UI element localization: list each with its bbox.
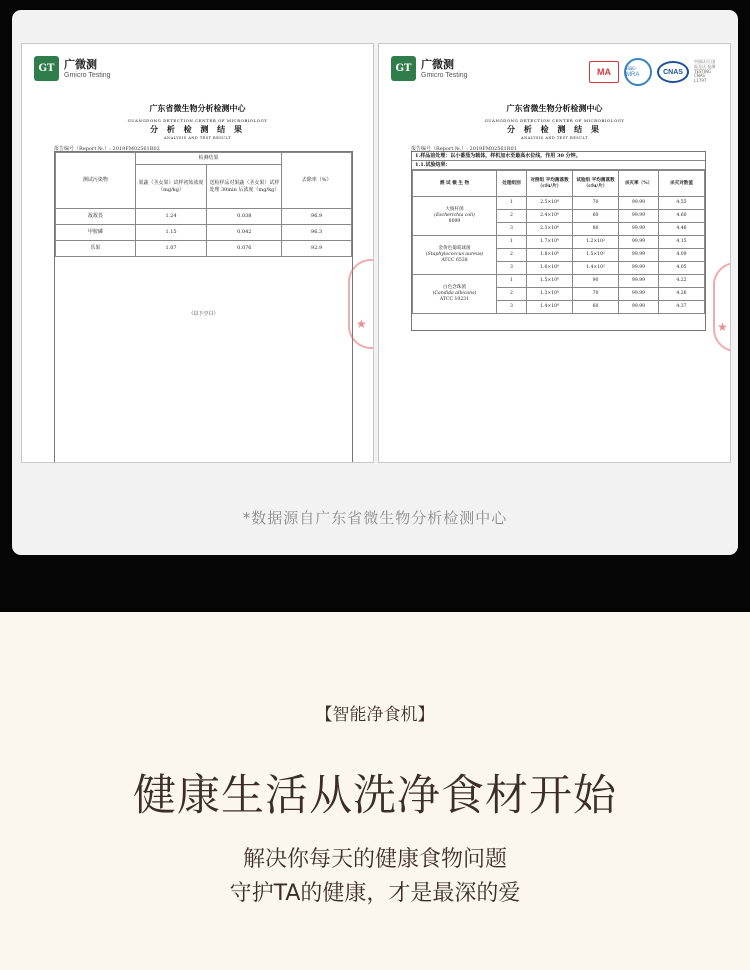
cell-after: 0.076 xyxy=(207,241,282,257)
col-header-rate: 去除率（%） xyxy=(282,153,352,209)
cell-rate: 96.3 xyxy=(282,225,352,241)
cell-control: 2.3×10⁶ xyxy=(527,223,573,236)
gmicro-logo-icon: GT xyxy=(391,56,416,81)
report-number: 报告编号（Report №.）: 2019FM02561R02 xyxy=(54,146,160,152)
gmicro-logo-icon: GT xyxy=(34,56,59,81)
cell-kill-log: 4.26 xyxy=(659,288,705,301)
cell-control: 1.6×10⁶ xyxy=(527,262,573,275)
cell-test: 90 xyxy=(573,275,619,288)
cell-group: 3 xyxy=(497,223,527,236)
table-row xyxy=(413,197,705,210)
microbe-strain: ATCC 6538 xyxy=(441,257,468,263)
product-tag: 【智能净食机】 xyxy=(315,705,435,725)
cell-kill-rate: 99.99 xyxy=(619,262,659,275)
col-header-item: 测试污染物 xyxy=(56,153,136,209)
cell-group: 1 xyxy=(497,275,527,288)
cell-initial: 1.24 xyxy=(135,209,207,225)
seal-stamp xyxy=(713,262,731,352)
report-sheet-pesticide xyxy=(21,43,374,463)
certification-marks xyxy=(589,58,718,86)
microbe-strain: ATCC 10231 xyxy=(439,296,470,302)
subheadline-1: 解决你每天的健康食物问题 xyxy=(242,847,507,872)
report-title-en: ANALYSIS AND TEST RESULT xyxy=(164,136,231,140)
seal-stamp xyxy=(348,259,374,349)
col-header-kill-rate: 杀灭率（%） xyxy=(619,171,659,197)
cell-group: 2 xyxy=(497,210,527,223)
col-header-microbe: 测 试 微 生 物 xyxy=(413,171,497,197)
cma-mark-icon: MA xyxy=(589,61,619,83)
subheadline-2: 守护TA的健康，才是最深的爱 xyxy=(229,881,521,906)
cell-group: 1 xyxy=(497,197,527,210)
result-note: 1.1.试验结果： xyxy=(412,161,705,170)
cell-item: 乐果 xyxy=(56,241,136,257)
cell-test: 70 xyxy=(573,197,619,210)
cell-kill-log: 4.46 xyxy=(659,223,705,236)
table-row xyxy=(413,275,705,288)
cell-group: 2 xyxy=(497,288,527,301)
logo-en-text: Gmicro Testing xyxy=(64,71,111,79)
microbe-name: 大肠杆菌 xyxy=(445,207,464,213)
table-row xyxy=(56,209,352,225)
col-header-group: 检测结果 xyxy=(135,153,282,165)
cell-test: 60 xyxy=(573,210,619,223)
report-sheet-microbe xyxy=(378,43,731,463)
cell-kill-rate: 99.99 xyxy=(619,275,659,288)
seal-star-icon: ★ xyxy=(356,317,367,331)
cell-kill-rate: 99.99 xyxy=(619,210,659,223)
report-title: 分 析 检 测 结 果 xyxy=(507,124,602,134)
cell-kill-rate: 99.99 xyxy=(619,223,659,236)
col-header-initial: 果蔬（圣女果）试样初始浓度（mg/kg） xyxy=(135,165,207,209)
cell-kill-log: 4.09 xyxy=(659,249,705,262)
microbe-latin: Escherichia coli xyxy=(435,213,474,219)
pesticide-table xyxy=(54,151,353,463)
cell-test: 1.5×10² xyxy=(573,249,619,262)
gmicro-logo xyxy=(34,56,111,81)
cell-initial: 1.15 xyxy=(135,225,207,241)
table-row xyxy=(56,225,352,241)
center-name: 广东省微生物分析检测中心 xyxy=(149,103,246,113)
cell-test: 70 xyxy=(573,288,619,301)
table-row xyxy=(56,241,352,257)
col-header-after: 送检样品对果蔬（圣女果）试样处理 30min 后浓度（mg/kg） xyxy=(207,165,282,209)
center-name: 广东省微生物分析检测中心 xyxy=(506,103,603,113)
cell-control: 1.7×10⁶ xyxy=(527,236,573,249)
cell-control: 1.5×10⁶ xyxy=(527,275,573,288)
cnas-mark-icon: CNAS xyxy=(657,61,689,83)
cell-item: 甲胺磷 xyxy=(56,225,136,241)
cell-test: 60 xyxy=(573,301,619,314)
col-header-test: 试验组 平均菌落数（cfu/片） xyxy=(573,171,619,197)
cell-control: 1.3×10⁶ xyxy=(527,288,573,301)
pretreatment-note: 1.样品前处理：以小番茄为载体，样机加水至最高水位线，作用 30 分钟。 xyxy=(412,152,705,161)
cell-test: 1.2×10² xyxy=(573,236,619,249)
cell-kill-rate: 99.99 xyxy=(619,249,659,262)
cell-control: 1.4×10⁶ xyxy=(527,301,573,314)
cell-kill-log: 4.55 xyxy=(659,197,705,210)
seal-star-icon: ★ xyxy=(717,320,728,334)
microbe-name: 金黄色葡萄球菌 xyxy=(438,246,471,252)
logo-cn-text: 广微测 xyxy=(64,57,97,71)
data-source-note: *数据源自广东省微生物分析检测中心 xyxy=(242,509,508,527)
table-row xyxy=(413,236,705,249)
cell-kill-log: 4.22 xyxy=(659,275,705,288)
cell-initial: 1.07 xyxy=(135,241,207,257)
center-name-en: GUANGDONG DETECTION CENTER OF MICROBIOLOGY xyxy=(127,118,268,123)
cell-kill-rate: 99.99 xyxy=(619,236,659,249)
microbe-name: 白色念珠菌 xyxy=(443,285,466,291)
cell-rate: 96.9 xyxy=(282,209,352,225)
col-header-kill-log: 杀灭对数值 xyxy=(659,171,705,197)
cell-kill-log: 4.05 xyxy=(659,262,705,275)
col-header-control: 对照组 平均菌落数（cfu/片） xyxy=(527,171,573,197)
cell-kill-log: 4.37 xyxy=(659,301,705,314)
microbe-name-cell: 金黄色葡萄球菌 (Staphylococcus aureus) ATCC 6538 xyxy=(413,236,497,275)
cell-kill-log: 4.60 xyxy=(659,210,705,223)
cell-kill-rate: 99.99 xyxy=(619,288,659,301)
cell-control: 1.8×10⁶ xyxy=(527,249,573,262)
report-card xyxy=(12,10,738,555)
cell-group: 2 xyxy=(497,249,527,262)
blank-note: （以下空白） xyxy=(188,311,219,317)
cell-group: 3 xyxy=(497,301,527,314)
cell-test: 80 xyxy=(573,223,619,236)
report-title: 分 析 检 测 结 果 xyxy=(150,124,245,134)
microbe-table xyxy=(411,151,706,331)
microbe-name-cell: 白色念珠菌 (Candida albicans) ATCC 10231 xyxy=(413,275,497,314)
cell-control: 2.4×10⁶ xyxy=(527,210,573,223)
microbe-name-cell: 大肠杆菌 (Escherichia coli) 8099 xyxy=(413,197,497,236)
cnas-note: 中国认可 国际互认 检测 TESTING CNAS L1797 xyxy=(694,59,716,84)
microbe-latin: Candida albicans xyxy=(434,291,475,297)
cell-group: 1 xyxy=(497,236,527,249)
logo-cn-text: 广微测 xyxy=(421,57,454,71)
col-header-group: 处理组别 xyxy=(497,171,527,197)
ilac-mra-mark-icon: ilac-MRA xyxy=(624,58,652,86)
cell-test: 1.4×10² xyxy=(573,262,619,275)
report-number: 报告编号（Report №.）: 2019FM02561R01 xyxy=(411,146,517,152)
center-name-en: GUANGDONG DETECTION CENTER OF MICROBIOLOGY xyxy=(484,118,625,123)
cell-after: 0.038 xyxy=(207,209,282,225)
cell-control: 2.5×10⁶ xyxy=(527,197,573,210)
microbe-strain: 8099 xyxy=(448,218,461,224)
microbe-latin: Staphylococcus aureus xyxy=(427,252,482,258)
cell-item: 敌敌畏 xyxy=(56,209,136,225)
cell-rate: 92.9 xyxy=(282,241,352,257)
cell-kill-rate: 99.99 xyxy=(619,301,659,314)
gmicro-logo xyxy=(391,56,468,81)
cell-group: 3 xyxy=(497,262,527,275)
cell-kill-rate: 99.99 xyxy=(619,197,659,210)
cell-kill-log: 4.15 xyxy=(659,236,705,249)
cell-after: 0.042 xyxy=(207,225,282,241)
headline: 健康生活从洗净食材开始 xyxy=(133,771,617,821)
logo-en-text: Gmicro Testing xyxy=(421,71,468,79)
report-title-en: ANALYSIS AND TEST RESULT xyxy=(521,136,588,140)
